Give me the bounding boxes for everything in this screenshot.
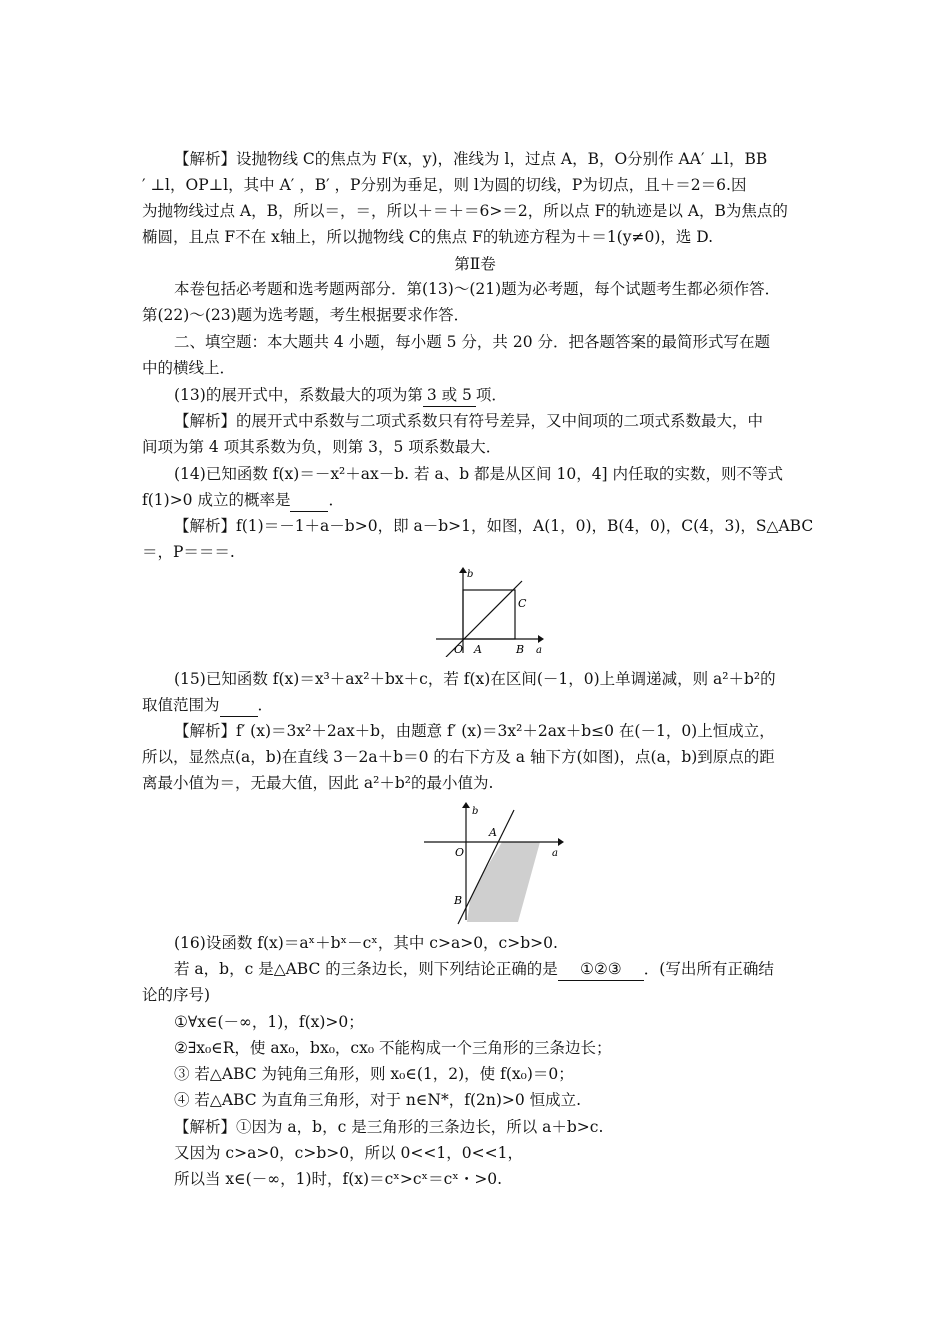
q13-stem-pre: (13)的展开式中，系数最大的项为第 xyxy=(174,386,423,404)
q15-answer-blank xyxy=(220,694,258,717)
fig2-label-O: O xyxy=(455,846,465,859)
q15-stem-post: ． xyxy=(257,696,274,714)
fig2-b-arrow xyxy=(462,802,470,808)
para1-line3: 为抛物线过点 A，B，所以＝，＝，所以＋＝＋＝6>＝2，所以点 F的轨迹是以 A，B为焦点的 xyxy=(142,202,788,220)
q14-stem-pre: f(1)>0 成立的概率是 xyxy=(142,491,291,509)
fill-heading-line2: 中的横线上． xyxy=(142,359,236,377)
q16-solution-line1: 【解析】①因为 a，b，c 是三角形的三条边长，所以 a＋b>c. xyxy=(174,1118,604,1136)
fig2-label-A: A xyxy=(489,826,497,839)
q14-solution-line2: ＝，P＝＝＝. xyxy=(142,543,235,561)
q13-solution-line1: 【解析】的展开式中系数与二项式系数只有符号差异，又中间项的二项式系数最大，中 xyxy=(174,412,764,430)
para1-line2: ′ ⊥l，OP⊥l，其中 A′ ，B′ ，P分别为垂足，则 l为圆的切线，P为切点，且＋＝2＝6.因 xyxy=(142,176,747,194)
fig1-label-C: C xyxy=(518,597,527,610)
q16-solution-line2: 又因为 c>a>0，c>b>0，所以 0<<1，0<<1， xyxy=(174,1144,523,1162)
q14-stem-line1: (14)已知函数 f(x)＝－x²＋ax－b. 若 a、b 都是从区间 10，4] 内任取的实数，则不等式 xyxy=(174,465,784,483)
fig1-label-O: O xyxy=(454,643,464,656)
q13-solution-line2: 间项为第 4 项其系数为负，则第 3，5 项系数最大． xyxy=(142,438,502,456)
q16-solution-line3: 所以当 x∈(－∞，1)时，f(x)＝cˣ>cˣ＝cˣ・>0. xyxy=(174,1170,503,1188)
para1-line4: 椭圆，且点 F不在 x轴上，所以抛物线 C的焦点 F的轨迹方程为＋＝1(y≠0)，选 D. xyxy=(142,228,714,246)
fig1-b-arrow xyxy=(459,567,467,573)
q14-answer-blank xyxy=(290,489,328,512)
q14-figure xyxy=(434,565,546,657)
q14-solution-line1: 【解析】f(1)＝－1＋a－b>0，即 a－b>1，如图，A(1，0)，B(4，0)，C(4，3)，S△ABC xyxy=(174,517,814,535)
q16-stem-line1: (16)设函数 f(x)＝aˣ＋bˣ－cˣ，其中 c>a>0，c>b>0. xyxy=(174,934,558,952)
fig1-a-arrow xyxy=(538,635,544,643)
q15-stem-pre: 取值范围为 xyxy=(142,696,220,714)
q15-stem-line2 xyxy=(142,694,273,717)
q16-stem-post: ．(写出所有正确结 xyxy=(643,960,774,978)
q15-stem-line1: (15)已知函数 f(x)＝x³＋ax²＋bx＋c，若 f(x)在区间(－1，0)上单调递减，则 a²＋b²的 xyxy=(174,670,776,688)
q16-stem-line3: 论的序号) xyxy=(142,986,211,1004)
q16-stem-line2 xyxy=(174,958,774,981)
fig1-label-a: a xyxy=(536,645,542,656)
fig2-label-a: a xyxy=(552,848,558,859)
q13-stem xyxy=(174,384,507,407)
q13-answer: 3 或 5 xyxy=(423,384,476,407)
q16-option4: ④ 若△ABC 为直角三角形，对于 n∈N*，f(2n)>0 恒成立. xyxy=(174,1091,582,1109)
q16-stem-pre: 若 a，b，c 是△ABC 的三条边长，则下列结论正确的是 xyxy=(174,960,558,978)
fig1-label-B: B xyxy=(516,643,525,656)
q14-stem-line2 xyxy=(142,489,344,512)
q15-solution-line2: 所以，显然点(a，b)在直线 3－2a＋b＝0 的右下方及 a 轴下方(如图)，点(a，b)到原点的距 xyxy=(142,748,775,766)
fig1-label-A: A xyxy=(474,643,482,656)
fig2-label-b: b xyxy=(472,806,479,817)
fig2-a-arrow xyxy=(558,838,564,846)
q16-option2: ②∃x₀∈R，使 ax₀，bx₀，cx₀ 不能构成一个三角形的三条边长； xyxy=(174,1039,612,1057)
q15-figure xyxy=(420,800,570,925)
q15-solution-line3: 离最小值为＝，无最大值，因此 a²＋b²的最小值为. xyxy=(142,774,494,792)
intro-line1: 本卷包括必考题和选考题两部分．第(13)～(21)题为必考题，每个试题考生都必须作答． xyxy=(174,280,781,298)
q15-solution-line1: 【解析】f′ (x)＝3x²＋2ax＋b，由题意 f′ (x)＝3x²＋2ax＋b≤0 在(－1，0)上恒成立， xyxy=(174,722,775,740)
fig2-shaded-region xyxy=(467,842,540,922)
fig2-label-B: B xyxy=(454,894,463,907)
fig1-label-b: b xyxy=(467,569,474,580)
section-title: 第Ⅱ卷 xyxy=(454,255,496,273)
q13-stem-post: 项． xyxy=(475,386,507,404)
fill-heading-line1: 二、填空题：本大题共 4 小题，每小题 5 分，共 20 分．把各题答案的最简形式写在题 xyxy=(174,333,771,351)
q16-option1: ①∀x∈(－∞，1)，f(x)>0； xyxy=(174,1013,364,1031)
intro-line2: 第(22)～(23)题为选考题，考生根据要求作答． xyxy=(142,306,470,324)
para1-line1: 【解析】设抛物线 C的焦点为 F(x，y)，准线为 l，过点 A，B，O分别作 AA′ ⊥l，BB xyxy=(174,150,768,168)
q16-answer: ①②③ xyxy=(558,958,644,981)
q14-stem-post: ． xyxy=(328,491,344,509)
q16-option3: ③ 若△ABC 为钝角三角形，则 x₀∈(1，2)，使 f(x₀)＝0； xyxy=(174,1065,574,1083)
